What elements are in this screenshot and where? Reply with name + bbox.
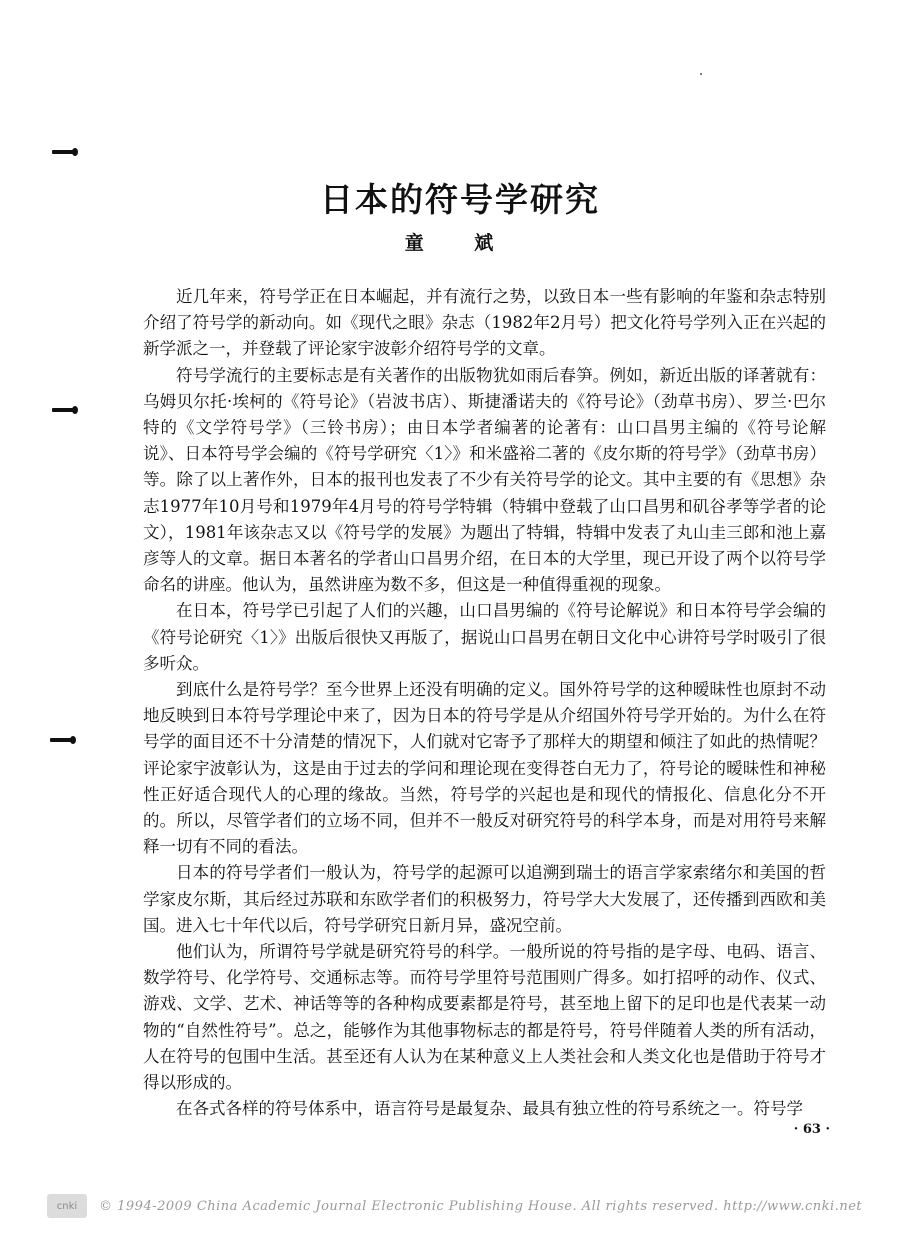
binding-mark-icon bbox=[50, 738, 72, 742]
article-body bbox=[143, 284, 826, 1123]
copyright-text: © 1994-2009 China Academic Journal Electronic Publishing House. All rights reserved. http://www.cnki.net bbox=[99, 1198, 863, 1214]
article-title: 日本的符号学研究 bbox=[320, 180, 600, 220]
paragraph: 他们认为，所谓符号学就是研究符号的科学。一般所说的符号指的是字母、电码、语言、数学符号、化学符号、交通标志等。而符号学里符号范围则广得多。如打招呼的动作、仪式、游戏、文学、艺术、神话等等的各种构成要素都是符号，甚至地上留下的足印也是代表某一动物的“自然性符号”。总之，能够作为其他事物标志的都是符号，符号伴随着人类的所有活动，人在符号的包围中生活。甚至还有人认为在某种意义上人类社会和人类文化也是借助于符号才得以形成的。 bbox=[143, 942, 826, 1093]
paragraph: 日本的符号学者们一般认为，符号学的起源可以追溯到瑞士的语言学家索绪尔和美国的哲学家皮尔斯，其后经过苏联和东欧学者们的积极努力，符号学大大发展了，还传播到西欧和美国。进入七十年代以后，符号学研究日新月异，盛况空前。 bbox=[143, 863, 826, 935]
article-author: 童 斌 bbox=[404, 232, 516, 254]
paragraph: 在日本，符号学已引起了人们的兴趣，山口昌男编的《符号论解说》和日本符号学会编的《符号论研究〈1〉》出版后很快又再版了，据说山口昌男在朝日文化中心讲符号学时吸引了很多听众。 bbox=[143, 601, 826, 673]
paragraph: 近几年来，符号学正在日本崛起，并有流行之势，以致日本一些有影响的年鉴和杂志特别介绍了符号学的新动向。如《现代之眼》杂志（1982年2月号）把文化符号学列入正在兴起的新学派之一，并登载了评论家宇波彰介绍符号学的文章。 bbox=[143, 287, 826, 359]
paragraph: 到底什么是符号学？至今世界上还没有明确的定义。国外符号学的这种暧昧性也原封不动地反映到日本符号学理论中来了，因为日本的符号学是从介绍国外符号学开始的。为什么在符号学的面目还不十分清楚的情况下，人们就对它寄予了那样大的期望和倾注了如此的热情呢？评论家宇波彰认为，这是由于过去的学问和理论现在变得苍白无力了，符号论的暧昧性和神秘性正好适合现代人的心理的缘故。当然，符号学的兴起也是和现代的情报化、信息化分不开的。所以，尽管学者们的立场不同，但并不一般反对研究符号的科学本身，而是对用符号来解释一切有不同的看法。 bbox=[143, 680, 826, 857]
copyright-footer bbox=[47, 1192, 887, 1220]
binding-mark-icon bbox=[52, 408, 74, 412]
cnki-logo-icon: cnki bbox=[47, 1194, 87, 1218]
paragraph: 在各式各样的符号体系中，语言符号是最复杂、最具有独立性的符号系统之一。符号学 bbox=[176, 1099, 803, 1119]
page-number: · 63 · bbox=[793, 1122, 830, 1137]
scan-speck bbox=[700, 73, 702, 75]
binding-mark-icon bbox=[52, 150, 74, 154]
paragraph: 符号学流行的主要标志是有关著作的出版物犹如雨后春笋。例如，新近出版的译著就有：乌姆贝尔托·埃柯的《符号论》（岩波书店）、斯捷潘诺夫的《符号论》（劲草书房）、罗兰·巴尔特的《文学符号学》（三铃书房）；由日本学者编著的论著有：山口昌男主编的《符号论解说》、日本符号学会编的《符号学研究〈1〉》和米盛裕二著的《皮尔斯的符号学》（劲草书房）等。除了以上著作外，日本的报刊也发表了不少有关符号学的论文。其中主要的有《思想》杂志1977年10月号和1979年4月号的符号学特辑（特辑中登载了山口昌男和矶谷孝等学者的论文），1981年该杂志又以《符号学的发展》为题出了特辑，特辑中发表了丸山圭三郎和池上嘉彦等人的文章。据日本著名的学者山口昌男介绍，在日本的大学里，现已开设了两个以符号学命名的讲座。他认为，虽然讲座为数不多，但这是一种值得重视的现象。 bbox=[143, 365, 826, 595]
